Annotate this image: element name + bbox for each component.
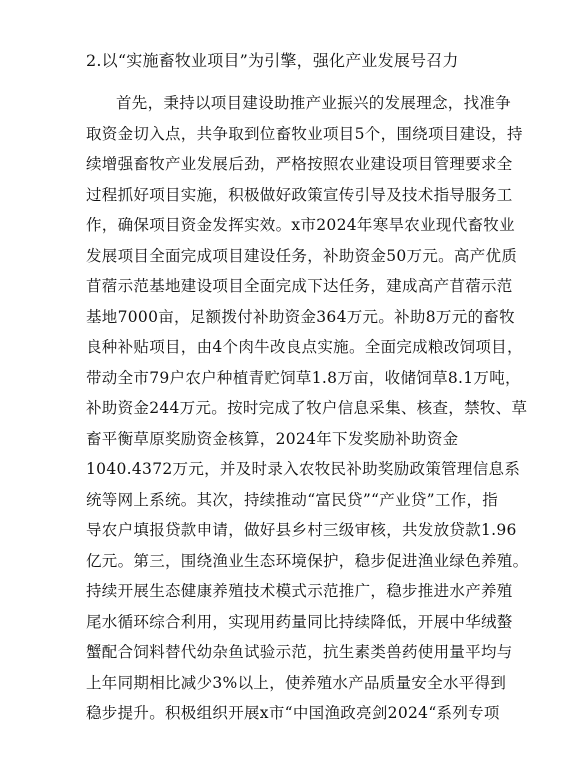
paragraph-line: 过程抓好项目实施，积极做好政策宣传引导及技术指导服务工 [86,186,513,204]
paragraph-line: 良种补贴项目，由4个肉牛改良点实施。全面完成粮改饲项目， [86,338,523,356]
paragraph-line: 取资金切入点，共争取到位畜牧业项目5个，围绕项目建设，持 [86,125,523,143]
paragraph-line: 持续开展生态健康养殖技术模式示范推广，稳步推进水产养殖 [86,582,513,600]
paragraph-line: 亿元。第三，围绕渔业生态环境保护，稳步促进渔业绿色养殖。 [86,552,529,570]
paragraph-line: 稳步提升。积极组织开展x市“中国渔政亮剑2024“系列专项 [86,704,500,722]
paragraph-line: 蟹配合饲料替代幼杂鱼试验示范，抗生素类兽药使用量平均与 [86,643,513,661]
paragraph-line: 带动全市79户农户种植青贮饲草1.8万亩，收储饲草8.1万吨， [86,369,521,387]
paragraph-line: 尾水循环综合利用，实现用药量同比持续降低，开展中华绒螯 [86,613,513,631]
paragraph-line: 导农户填报贷款申请，做好县乡村三级审核，共发放贷款1.96 [86,521,517,539]
paragraph-line: 苜蓿示范基地建设项目全面完成下达任务，建成高产苜蓿示范 [86,277,513,295]
paragraph-line: 发展项目全面完成项目建设任务，补助资金50万元。高产优质 [86,247,518,265]
paragraph-line: 首先，秉持以项目建设助推产业振兴的发展理念，找准争 [116,94,512,112]
section-heading: 2.以“实施畜牧业项目”为引擎，强化产业发展号召力 [86,51,459,70]
paragraph-line: 续增强畜牧产业发展后劲，严格按照农业建设项目管理要求全 [86,155,513,173]
paragraph-line: 统等网上系统。其次，持续推动“富民贷”“产业贷”工作，指 [86,491,499,509]
paragraph-line: 作，确保项目资金发挥实效。x市2024年寒旱农业现代畜牧业 [86,216,515,234]
paragraph-line: 上年同期相比减少3%以上，使养殖水产品质量安全水平得到 [86,674,507,692]
paragraph-line: 1040.4372万元，并及时录入农牧民补助奖励政策管理信息系 [86,460,521,478]
paragraph-line: 畜平衡草原奖励资金核算，2024年下发奖励补助资金 [86,430,459,448]
paragraph-line: 补助资金244万元。按时完成了牧户信息采集、核查，禁牧、草 [86,399,528,417]
paragraph-line: 基地7000亩，足额拨付补助资金364万元。补助8万元的畜牧 [86,308,515,326]
